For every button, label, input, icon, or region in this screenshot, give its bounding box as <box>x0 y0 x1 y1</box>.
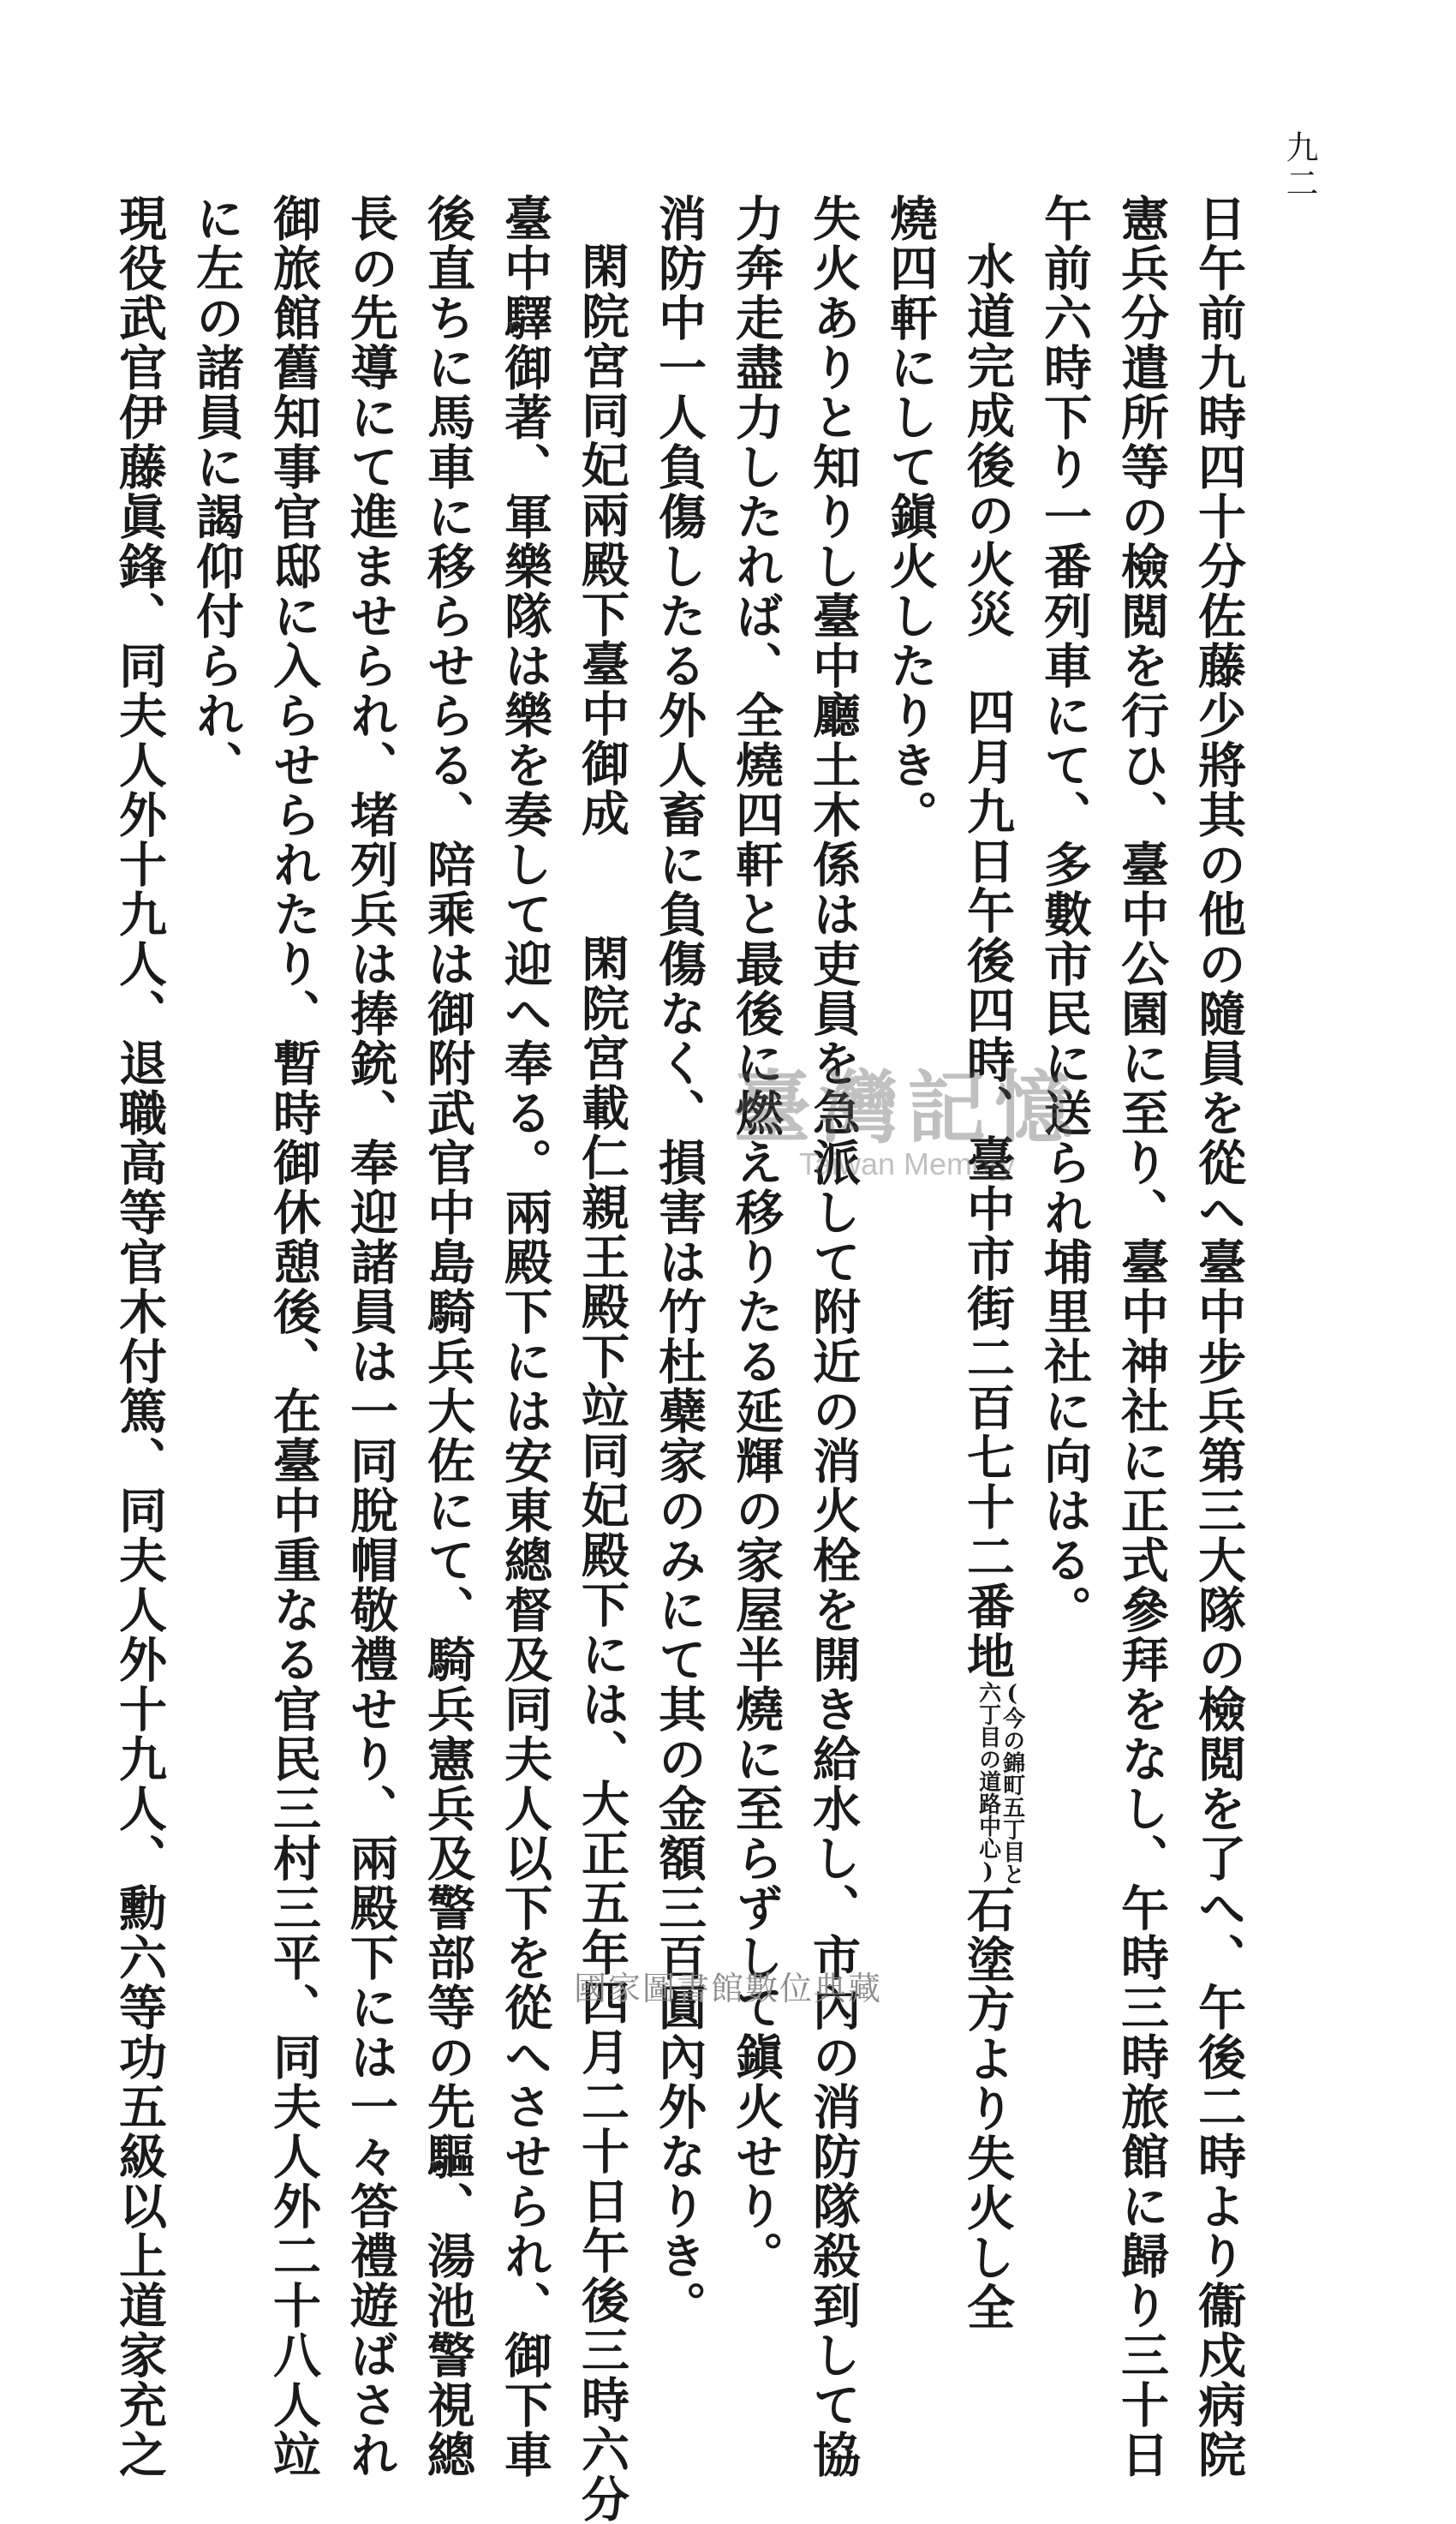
text-line: 午前六時下り一番列車にて、多數市民に送られ埔里社に向はる。 <box>1036 194 1093 1635</box>
visit-heading-line <box>564 194 641 2524</box>
text-line: 日午前九時四十分佐藤少將其の他の隨員を從へ臺中步兵第三大隊の檢閲を了へ、午後二時より衞戍病院 <box>1190 194 1247 2479</box>
fire-text-a: 四月九日午後四時、臺中市街二百七十二番地 <box>959 687 1016 1681</box>
fire-text-b: 石塗方より失火し全 <box>959 1885 1016 2332</box>
watermark-main: 臺灣記憶 <box>732 1062 1083 1154</box>
fire-heading-line <box>949 194 1026 2332</box>
text-line: に左の諸員に謁仰付られ、 <box>188 194 245 790</box>
text-line: 消防中一人負傷したる外人畜に負傷なく、損害は竹杜蘗家のみにて其の金額三百圓內外なりき。 <box>651 194 707 2330</box>
text-line: 長の先導にて進ませられ、堵列兵は捧銃、奉迎諸員は一同脫帽敬禮せり、兩殿下には一々答禮遊ばされ <box>343 194 399 2479</box>
text-line: 後直ちに馬車に移らせらる、陪乘は御附武官中島騎兵大佐にて、騎兵憲兵及警部等の先驅、湯池警視總 <box>420 194 476 2479</box>
text-line: 失火ありと知りし臺中廳土木係は吏員を急派して附近の消火栓を開き給水し、市內の消防隊殺到して協 <box>805 194 862 2479</box>
fire-section-heading: 水道完成後の火災 <box>959 242 1016 639</box>
page-number: 九二 <box>1280 130 1318 202</box>
text-line: 力奔走盡力したれば、全燒四軒と最後に燃え移りたる延輝の家屋半燒に至らずして鎭火せり。 <box>728 194 785 2281</box>
inline-note: (今の錦町五丁目と 六丁目の道路中心) <box>975 1681 1025 1885</box>
watermark-sub: Taiwan Memory <box>798 1146 1016 1181</box>
note-right: 今の錦町五丁目と <box>999 1707 1025 1885</box>
text-line: 臺中驛御著、軍樂隊は樂を奏して迎へ奉る。兩殿下には安東總督及同夫人以下を從へさせられ、御下車 <box>497 194 553 2479</box>
footer-credit: 國家圖書館數位典藏 <box>573 1970 882 2007</box>
text-line: 憲兵分遣所等の檢閲を行ひ、臺中公園に至り、臺中神社に正式參拜をなし、午時三時旅館に歸り三十日 <box>1113 194 1170 2479</box>
text-line: 現役武官伊藤眞鋒、同夫人外十九人、退職高等官木付篤、同夫人外十九人、勳六等功五級以上道家充之 <box>111 194 168 2479</box>
text-line: 燒四軒にして鎭火したりき。 <box>882 194 939 840</box>
note-left: 六丁目の道路中心 <box>975 1681 1001 1859</box>
visit-text: 閑院宮載仁親王殿下竝同妃殿下には、大正五年四月二十日午後三時六分 <box>574 934 630 2524</box>
text-line: 御旅館舊知事官邸に入らせられたり、暫時御休憩後、在臺中重なる官民三村三平、同夫人外二十八人竝 <box>266 194 322 2479</box>
visit-section-heading: 閑院宮同妃兩殿下臺中御成 <box>574 242 630 838</box>
